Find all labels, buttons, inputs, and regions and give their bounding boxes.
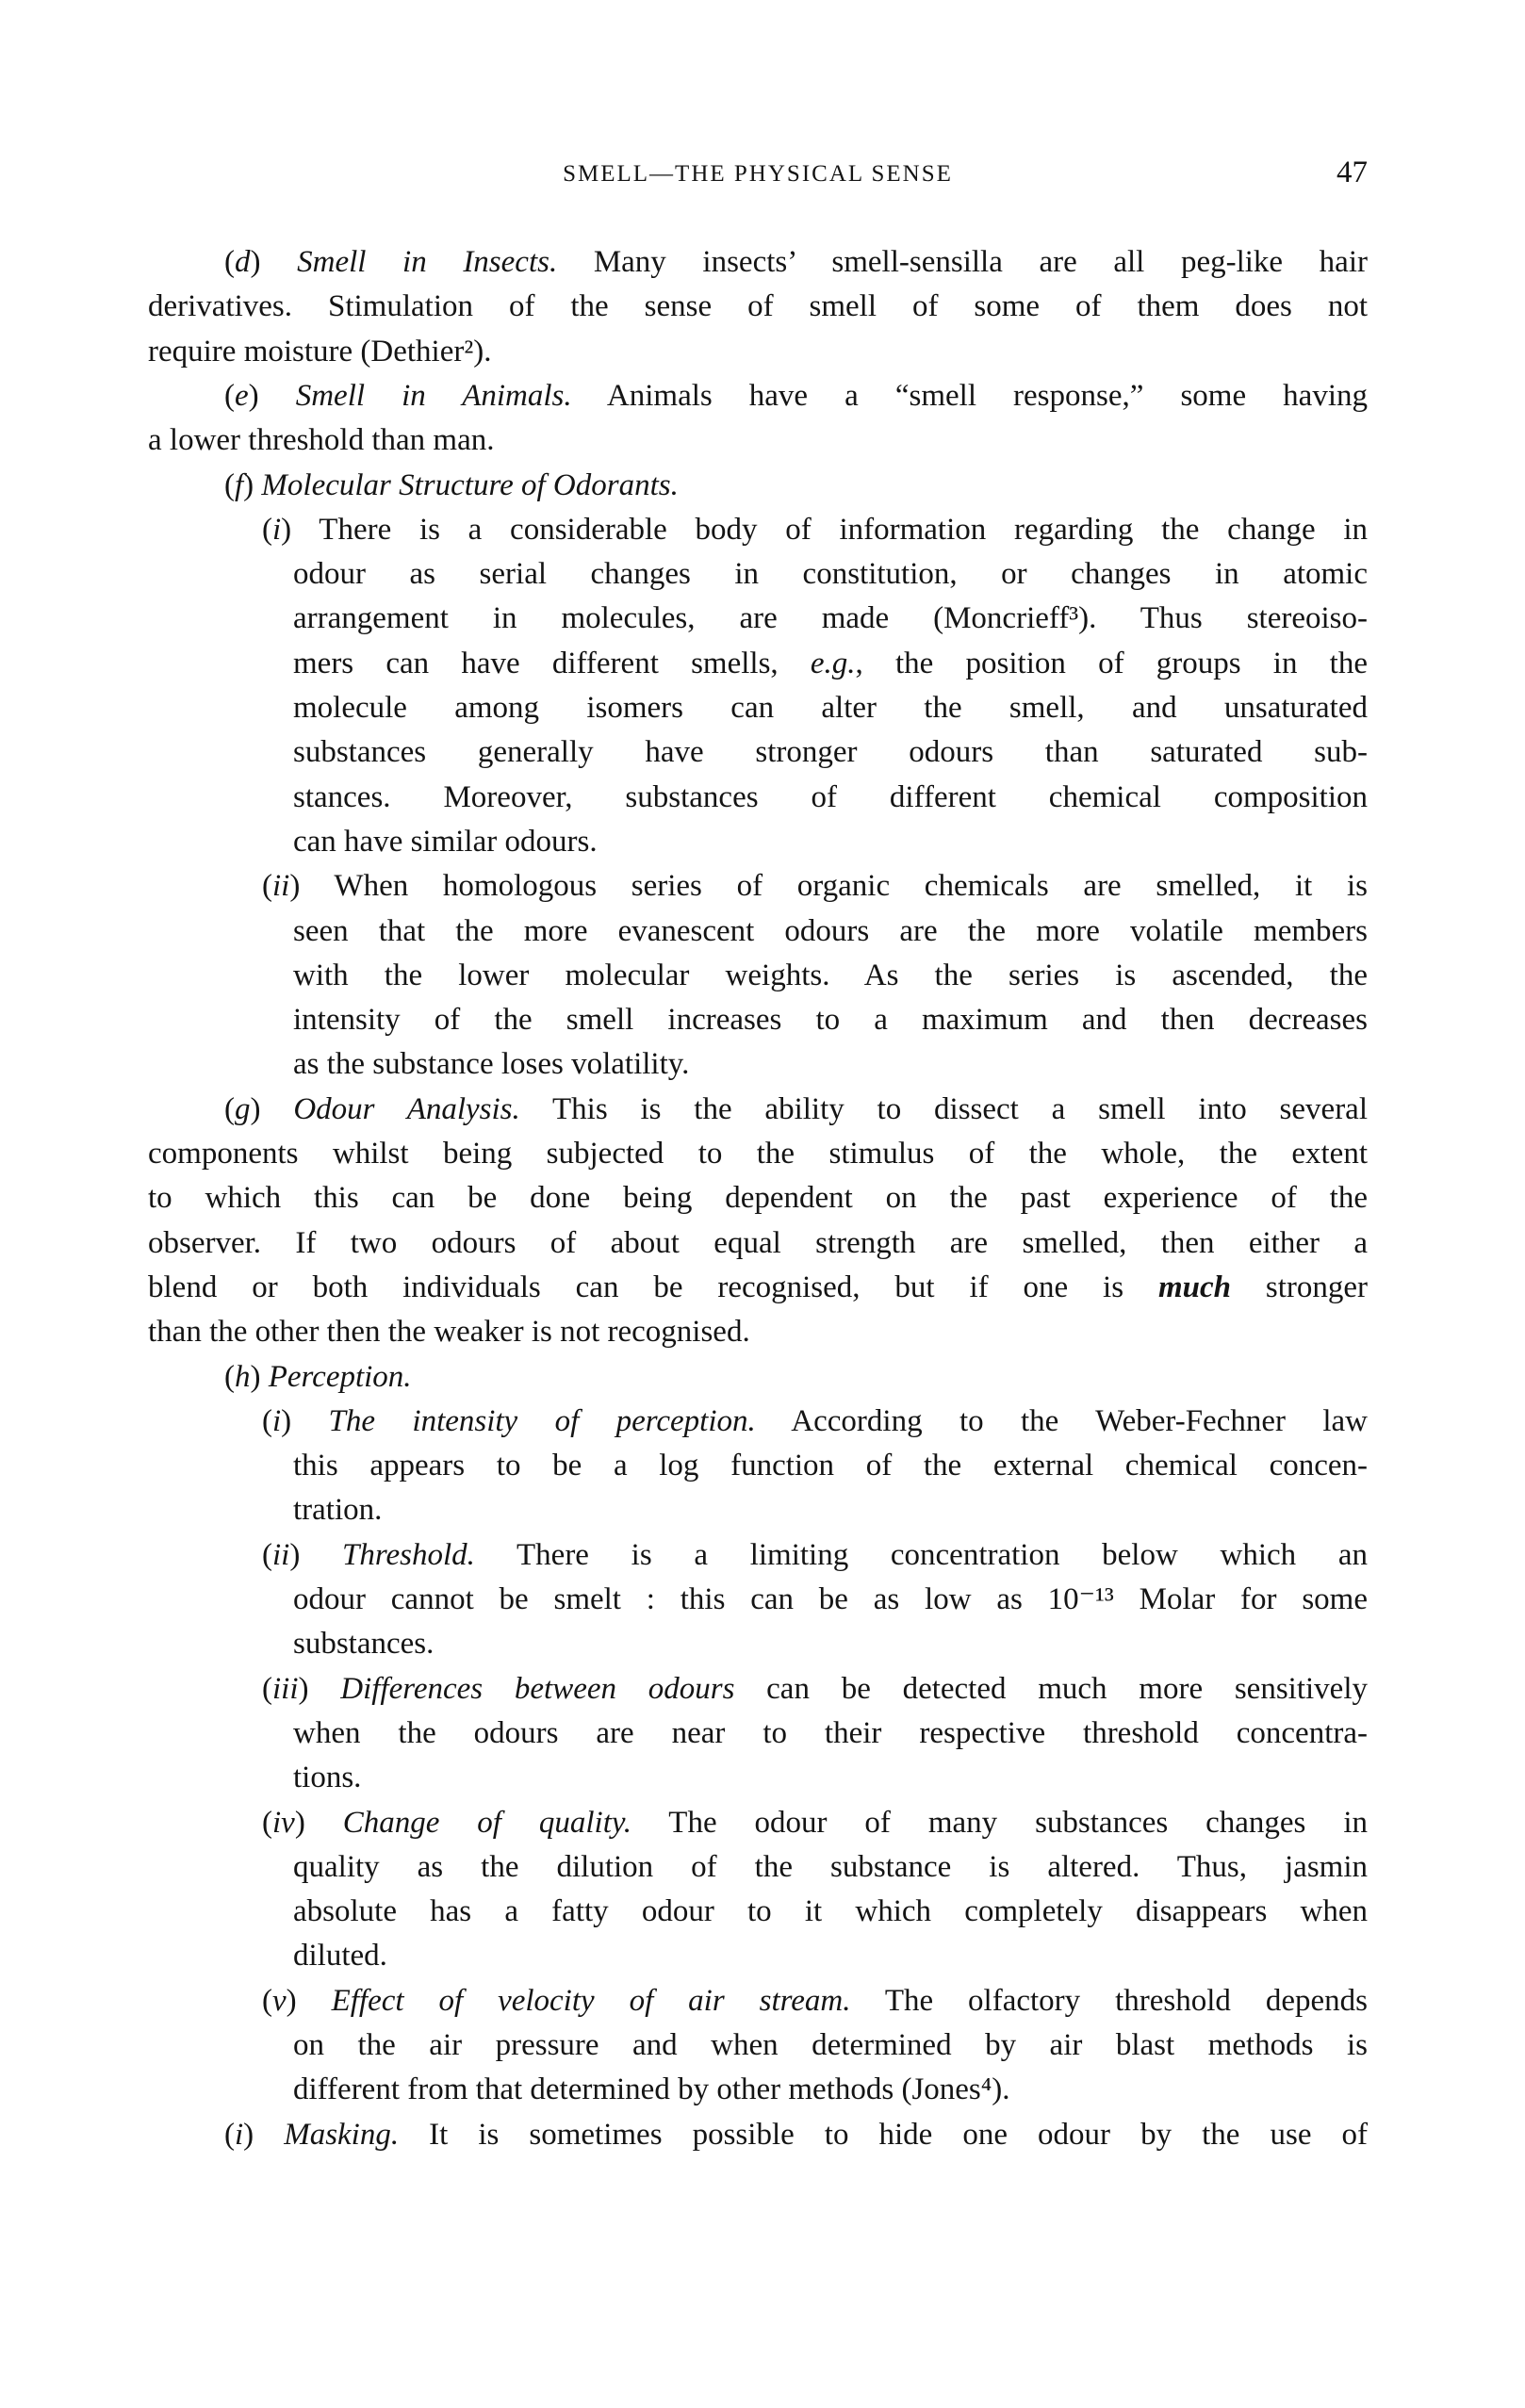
- text-line: [293, 777, 1368, 818]
- text-run: There is a limiting concentration below which an: [474, 1537, 1368, 1572]
- text-run: ) There is a considerable body of information regarding the change in: [281, 512, 1368, 547]
- text-line: [293, 1043, 689, 1085]
- text-run: molecule among isomers can alter the smell, and unsaturated: [293, 691, 1368, 725]
- italic-text: much: [1157, 1270, 1231, 1304]
- text-run: substances generally have stronger odours than saturated sub-: [293, 735, 1368, 770]
- italic-text: Masking.: [284, 2117, 400, 2152]
- text-run: tration.: [293, 1493, 383, 1528]
- text-line: [293, 2069, 1010, 2110]
- text-line: [224, 2114, 1368, 2155]
- text-run: to which this can be done being dependent on the past experience of the: [148, 1181, 1368, 1216]
- text-line: [262, 1668, 1368, 1710]
- text-line: [148, 419, 494, 461]
- italic-text: Smell in Animals.: [295, 378, 572, 413]
- text-line: [224, 465, 679, 506]
- text-run: According to the Weber-Fechner law: [755, 1403, 1368, 1438]
- text-line: [293, 1579, 1368, 1620]
- italic-text: g: [235, 1091, 251, 1126]
- text-line: [293, 598, 1368, 639]
- text-line: [224, 1089, 1368, 1130]
- text-run: different from that determined by other methods (Jones⁴).: [293, 2072, 1010, 2107]
- italic-text: Effect of velocity of air stream.: [331, 1983, 851, 2018]
- running-title: SMELL—THE PHYSICAL SENSE: [563, 161, 953, 187]
- italic-text: Smell in Insects.: [297, 245, 558, 279]
- italic-text: ii: [272, 869, 290, 904]
- italic-text: e.g.: [810, 646, 856, 680]
- italic-text: v: [272, 1983, 287, 2018]
- text-run: on the air pressure and when determined by air blast methods is: [293, 2028, 1368, 2062]
- text-line: [148, 1177, 1368, 1219]
- text-run: seen that the more evanescent odours are the more volatile members: [293, 913, 1368, 948]
- italic-text: The intensity of perception.: [328, 1403, 756, 1438]
- text-run: observer. If two odours of about equal strength are smelled, then either a: [148, 1225, 1368, 1260]
- text-run: (: [224, 378, 235, 413]
- text-run: can have similar odours.: [293, 824, 598, 859]
- text-run: absolute has a fatty odour to it which completely disappears when: [293, 1894, 1368, 1929]
- text-run: ): [289, 1537, 343, 1572]
- text-line: [262, 1401, 1368, 1442]
- text-run: substances.: [293, 1627, 435, 1662]
- running-header: [148, 156, 1368, 193]
- text-line: [148, 1133, 1368, 1174]
- text-line: [293, 643, 1368, 684]
- text-run: ): [250, 1091, 294, 1126]
- text-run: ): [298, 1671, 341, 1706]
- text-run: (: [224, 1359, 235, 1394]
- text-line: [293, 731, 1368, 773]
- text-line: [148, 286, 1368, 327]
- italic-text: Change of quality.: [342, 1805, 631, 1840]
- text-line: [293, 821, 598, 862]
- text-line: [293, 1489, 382, 1531]
- text-line: [293, 1623, 434, 1664]
- text-line: [293, 1935, 387, 1976]
- text-run: ): [281, 1403, 329, 1438]
- text-run: can be detected much more sensitively: [734, 1671, 1368, 1706]
- text-run: (: [262, 1403, 272, 1438]
- text-line: [224, 1356, 412, 1398]
- text-run: this appears to be a log function of the external chemical concen-: [293, 1449, 1368, 1483]
- text-line: [262, 1980, 1368, 2022]
- italic-text: e: [235, 378, 249, 413]
- text-run: The odour of many substances changes in: [631, 1805, 1368, 1840]
- text-run: blend or both individuals can be recognised, but if one is: [148, 1270, 1158, 1304]
- text-run: ): [243, 2117, 285, 2152]
- text-line: [293, 955, 1368, 996]
- text-line: [148, 1222, 1368, 1264]
- text-line: [148, 1267, 1368, 1308]
- text-line: [293, 999, 1368, 1040]
- italic-text: d: [235, 245, 251, 279]
- text-run: arrangement in molecules, are made (Moncrieff³). Thus stereoiso-: [293, 601, 1368, 636]
- text-run: (: [224, 245, 235, 279]
- text-run: odour cannot be smelt : this can be as low as 10⁻¹³ Molar for some: [293, 1582, 1368, 1616]
- text-line: [293, 1445, 1368, 1486]
- text-line: [293, 1757, 361, 1798]
- italic-text: Odour Analysis.: [293, 1091, 520, 1126]
- text-run: mers can have different smells,: [293, 646, 811, 680]
- text-line: [148, 1311, 750, 1352]
- italic-text: ii: [272, 1537, 290, 1572]
- text-line: [262, 865, 1368, 907]
- text-run: Many insects’ smell-sensilla are all peg-like hair: [557, 245, 1368, 279]
- text-line: [293, 553, 1368, 595]
- text-run: ) When homologous series of organic chemicals are smelled, it is: [289, 869, 1368, 904]
- italic-text: f: [235, 467, 244, 502]
- text-run: , the position of groups in the: [855, 646, 1368, 680]
- text-run: (: [262, 1805, 272, 1840]
- text-run: diluted.: [293, 1939, 387, 1974]
- text-run: stances. Moreover, substances of different chemical composition: [293, 779, 1368, 814]
- text-line: [293, 687, 1368, 729]
- italic-text: iv: [272, 1805, 295, 1840]
- text-line: [293, 2024, 1368, 2066]
- text-run: intensity of the smell increases to a maximum and then decreases: [293, 1003, 1368, 1038]
- text-line: [262, 509, 1368, 550]
- text-line: [293, 1712, 1368, 1754]
- italic-text: Molecular Structure of Odorants.: [261, 467, 679, 502]
- text-run: Animals have a “smell response,” some having: [571, 378, 1368, 413]
- text-run: with the lower molecular weights. As the series is ascended, the: [293, 958, 1368, 992]
- text-line: [293, 1891, 1368, 1932]
- text-line: [224, 375, 1368, 417]
- italic-text: h: [235, 1359, 251, 1394]
- text-line: [148, 331, 492, 372]
- text-run: a lower threshold than man.: [148, 423, 495, 458]
- text-run: (: [224, 467, 235, 502]
- text-line: [262, 1802, 1368, 1843]
- text-run: stronger: [1230, 1270, 1368, 1304]
- text-run: This is the ability to dissect a smell into several: [519, 1091, 1368, 1126]
- text-run: components whilst being subjected to the stimulus of the whole, the extent: [148, 1137, 1368, 1171]
- text-run: It is sometimes possible to hide one odour by the use of: [399, 2117, 1368, 2152]
- text-line: [293, 910, 1368, 952]
- text-run: require moisture (Dethier²).: [148, 334, 492, 369]
- text-line: [262, 1534, 1368, 1576]
- italic-text: iii: [272, 1671, 299, 1706]
- text-run: as the substance loses volatility.: [293, 1047, 690, 1082]
- text-run: ): [250, 1359, 269, 1394]
- italic-text: Differences between odours: [340, 1671, 735, 1706]
- page-number: 47: [1336, 156, 1368, 189]
- text-run: quality as the dilution of the substance is altered. Thus, jasmin: [293, 1849, 1368, 1884]
- text-run: (: [262, 1983, 272, 2018]
- text-run: (: [262, 1537, 272, 1572]
- italic-text: Threshold.: [342, 1537, 475, 1572]
- text-run: ): [286, 1983, 332, 2018]
- text-run: (: [224, 1091, 235, 1126]
- text-run: ): [250, 245, 298, 279]
- text-run: derivatives. Stimulation of the sense of smell of some of them does not: [148, 289, 1368, 324]
- italic-text: Perception.: [268, 1359, 412, 1394]
- text-run: (: [262, 869, 272, 904]
- text-run: when the odours are near to their respective threshold concentra-: [293, 1715, 1368, 1750]
- text-run: odour as serial changes in constitution, or changes in atomic: [293, 557, 1368, 592]
- text-run: ): [248, 378, 296, 413]
- text-run: tions.: [293, 1761, 362, 1795]
- text-line: [293, 1846, 1368, 1888]
- text-run: (: [224, 2117, 235, 2152]
- italic-text: i: [272, 512, 282, 547]
- text-run: The olfactory threshold depends: [850, 1983, 1368, 2018]
- text-run: ): [243, 467, 262, 502]
- text-run: than the other then the weaker is not recognised.: [148, 1315, 750, 1350]
- text-run: (: [262, 512, 272, 547]
- text-line: [224, 241, 1368, 283]
- text-run: (: [262, 1671, 272, 1706]
- text-run: ): [294, 1805, 343, 1840]
- italic-text: i: [235, 2117, 244, 2152]
- italic-text: i: [272, 1403, 282, 1438]
